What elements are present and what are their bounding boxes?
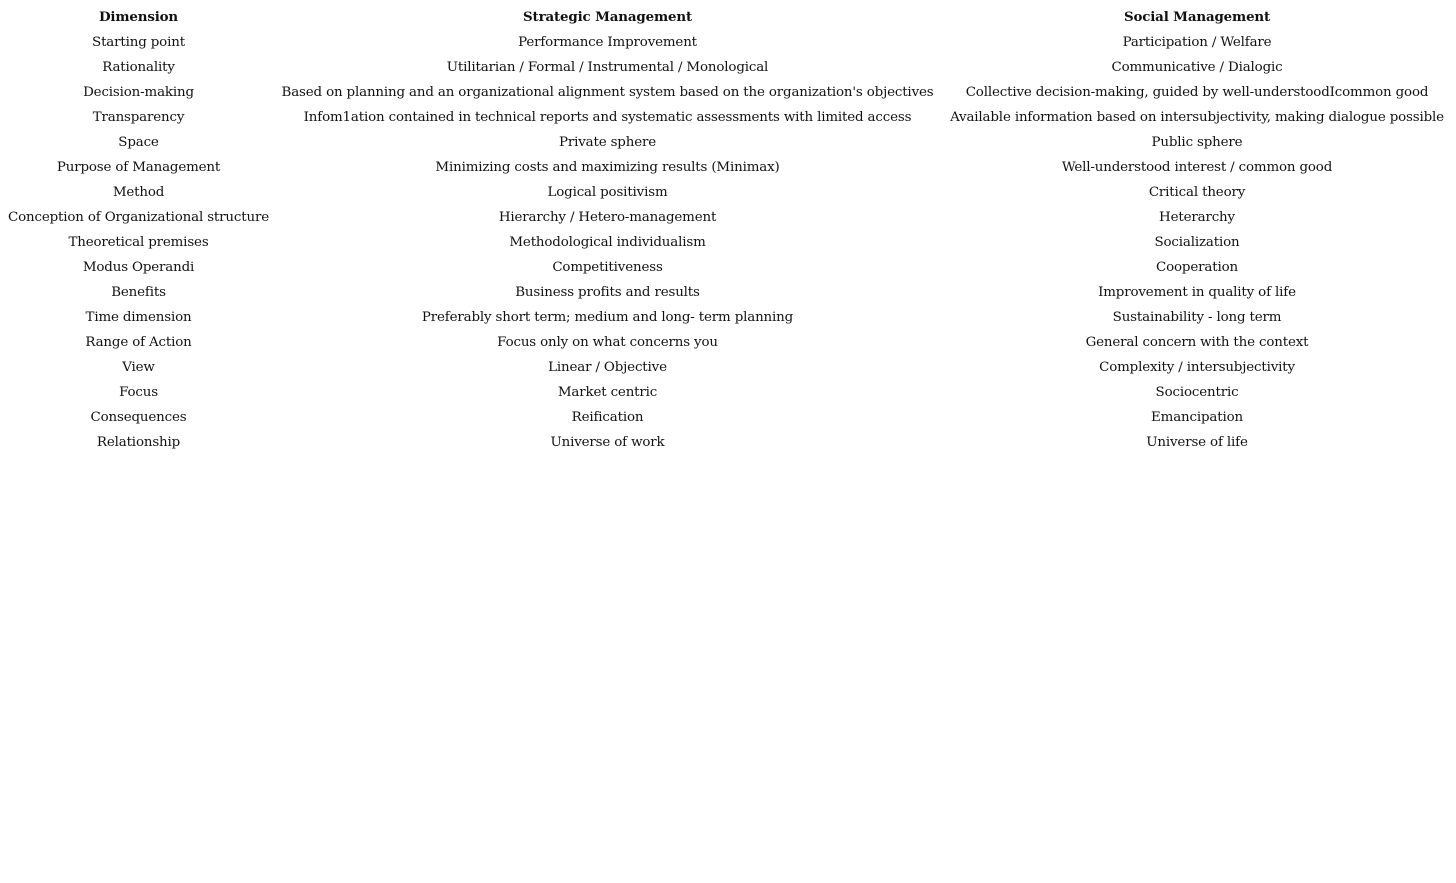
- dimension-cell: Method: [112, 185, 165, 200]
- dimension-cell: Rationality: [102, 60, 175, 75]
- social-cell: Sustainability - long term: [1112, 310, 1282, 325]
- dimension-cell: Benefits: [111, 285, 166, 300]
- strategic-cell: Logical positivism: [547, 185, 668, 200]
- social-cell: Participation / Welfare: [1122, 35, 1272, 50]
- comparison-table: [0, 5, 1456, 455]
- social-cell: Well-understood interest / common good: [1061, 160, 1333, 175]
- strategic-cell: Based on planning and an organizational alignment system based on the organization's objectives: [281, 85, 934, 100]
- strategic-cell: Linear / Objective: [548, 360, 667, 375]
- social-cell: Improvement in quality of life: [1098, 285, 1296, 300]
- social-cell: Universe of life: [1146, 435, 1248, 450]
- dimension-cell: Consequences: [90, 410, 187, 425]
- dimension-cell: Time dimension: [85, 310, 192, 325]
- strategic-cell: Utilitarian / Formal / Instrumental / Monological: [446, 60, 769, 75]
- strategic-cell: Performance Improvement: [518, 35, 697, 50]
- social-cell: Public sphere: [1151, 135, 1243, 150]
- social-cell: Sociocentric: [1155, 385, 1239, 400]
- social-cell: Communicative / Dialogic: [1111, 60, 1283, 75]
- strategic-cell: Market centric: [557, 385, 658, 400]
- dimension-cell: Transparency: [92, 110, 185, 125]
- social-cell: Available information based on intersubjectivity, making dialogue possible: [950, 110, 1444, 125]
- social-cell: Collective decision-making, guided by well-understoodIcommon good: [965, 85, 1429, 100]
- header-dimension: Dimension: [98, 9, 179, 25]
- dimension-cell: Relationship: [96, 435, 181, 450]
- dimension-cell: Theoretical premises: [68, 235, 209, 250]
- social-cell: Socialization: [1154, 235, 1240, 250]
- dimension-cell: Space: [118, 135, 159, 150]
- strategic-cell: Hierarchy / Hetero-management: [498, 210, 717, 225]
- dimension-cell: Purpose of Management: [56, 160, 221, 175]
- strategic-cell: Methodological individualism: [509, 235, 706, 250]
- strategic-cell: Competitiveness: [552, 260, 663, 275]
- dimension-cell: Range of Action: [85, 335, 192, 350]
- social-cell: Emancipation: [1151, 410, 1243, 425]
- header-strategic-management: Strategic Management: [523, 9, 692, 25]
- dimension-cell: Decision-making: [83, 85, 194, 100]
- strategic-cell: Preferably short term; medium and long- term planning: [421, 310, 794, 325]
- strategic-cell: Focus only on what concerns you: [497, 335, 718, 350]
- header-social-management: Social Management: [1123, 9, 1271, 25]
- social-cell: Cooperation: [1156, 260, 1238, 275]
- strategic-cell: Private sphere: [558, 135, 657, 150]
- strategic-cell: Universe of work: [550, 435, 665, 450]
- dimension-cell: Starting point: [92, 35, 185, 50]
- dimension-cell: Conception of Organizational structure: [8, 210, 269, 225]
- social-cell: Heterarchy: [1159, 210, 1235, 225]
- social-cell: General concern with the context: [1085, 335, 1309, 350]
- dimension-cell: View: [122, 360, 155, 375]
- social-cell: Critical theory: [1148, 185, 1246, 200]
- strategic-cell: Reification: [571, 410, 644, 425]
- dimension-cell: Focus: [119, 385, 158, 400]
- dimension-cell: Modus Operandi: [82, 260, 195, 275]
- strategic-cell: Infom1ation contained in technical reports and systematic assessments with limited access: [303, 110, 912, 125]
- strategic-cell: Business profits and results: [515, 285, 700, 300]
- social-cell: Complexity / intersubjectivity: [1099, 360, 1295, 375]
- strategic-cell: Minimizing costs and maximizing results (Minimax): [435, 160, 780, 175]
